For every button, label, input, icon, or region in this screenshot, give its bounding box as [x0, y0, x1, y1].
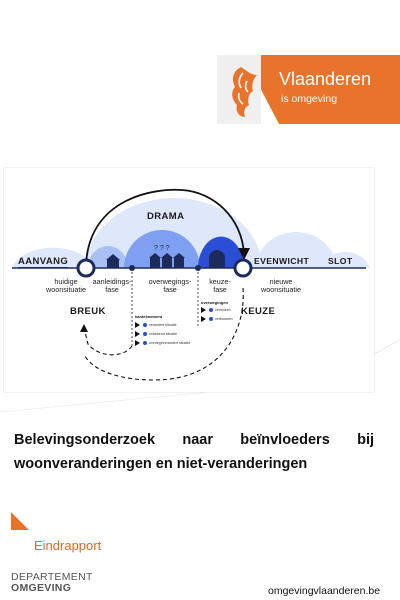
breuk-label: BREUK [70, 306, 106, 317]
overwegingsfase-label: overwegings- fase [148, 277, 192, 294]
report-title: Belevingsonderzoek naar beïnvloeders bij woonveranderingen en niet-veranderingen [14, 432, 374, 472]
department-line1: DEPARTEMENT [11, 571, 93, 583]
overwegingen-heading: overwegingen [201, 300, 228, 305]
svg-text:? ? ?: ? ? ? [154, 245, 170, 252]
keuzefase-label: keuze- fase [209, 277, 231, 294]
overweging-item: verhuizen [215, 308, 231, 312]
department-line2: OMGEVING [11, 582, 72, 594]
story-arc-diagram [4, 168, 374, 392]
orange-triangle-decoration [11, 512, 29, 530]
slot-label: SLOT [328, 256, 353, 266]
huidige-woonsituatie-label: huidige woonsituatie [46, 277, 86, 294]
kantelmoment-heading: kantelmoment [135, 314, 163, 319]
report-subtitle: Eindrapport [34, 538, 102, 553]
lion-icon [223, 61, 269, 119]
kantel-item: verandert situatie [149, 323, 177, 327]
kantel-item: overlegt/verandert situatie [149, 341, 191, 345]
department-logo [11, 572, 93, 594]
nieuwe-woonsituatie-label: nieuwe woonsituatie [261, 277, 301, 294]
kantel-item: onbekend situatie [149, 332, 178, 336]
aanleidingsfase-label: aanleidings- fase [92, 277, 132, 294]
logo-subtitle: is omgeving [281, 93, 338, 105]
website-url: omgevingvlaanderen.be [268, 585, 381, 597]
drama-label: DRAMA [147, 211, 185, 222]
keuze-label: KEUZE [241, 306, 276, 317]
logo-name: Vlaanderen [279, 69, 372, 89]
vlaanderen-logo [217, 55, 400, 124]
aanvang-label: AANVANG [18, 256, 69, 267]
overweging-item: verbouwen [215, 317, 233, 321]
evenwicht-label: EVENWICHT [254, 256, 310, 266]
